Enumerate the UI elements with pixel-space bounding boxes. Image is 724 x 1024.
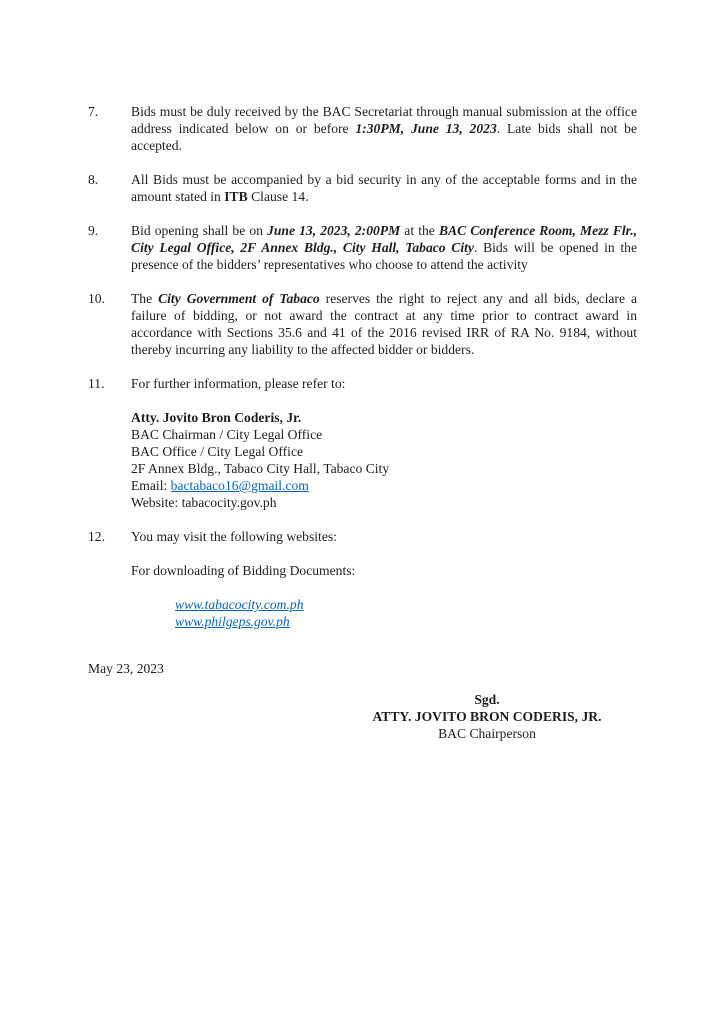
item-9-opening-datetime: June 13, 2023, 2:00PM (267, 223, 401, 238)
contact-office: BAC Office / City Legal Office (131, 444, 304, 459)
item-8-text-part-1: All Bids must be accompanied by a bid security in any of the acceptable forms and in the amount stated in (131, 172, 637, 204)
list-item-12 (88, 528, 637, 630)
item-9-text-part-1: Bid opening shall be on (131, 223, 268, 238)
item-7-number: 7. (88, 104, 99, 119)
item-8-text-part-2: Clause 14. (247, 189, 309, 204)
item-9-venue: BAC Conference Room, Mezz Flr., City Legal Office, 2F Annex Bldg., City Hall, Tabaco City (131, 223, 637, 255)
signature-sgd: Sgd. (474, 692, 500, 707)
item-11-paragraph (131, 375, 637, 511)
item-7-paragraph (131, 103, 637, 154)
website-link-row (175, 613, 637, 630)
item-12-subtext: For downloading of Bidding Documents: (131, 563, 356, 578)
signatory-title: BAC Chairperson (438, 726, 536, 741)
item-10-paragraph (131, 290, 637, 358)
item-8-paragraph (131, 171, 637, 205)
list-item-11 (88, 375, 637, 511)
signature-block (327, 691, 647, 742)
item-11-text: For further information, please refer to: (131, 376, 346, 391)
list-item-9 (88, 222, 637, 273)
item-10-number: 10. (88, 291, 105, 306)
item-9-text-part-3: . Bids will be opened in the presence of the bidders’ representatives who choose to attend the activity (131, 240, 637, 272)
philgeps-website-link[interactable]: www.philgeps.gov.ph (175, 614, 290, 629)
item-7-text-part-1: Bids must be duly received by the BAC Secretariat through manual submission at the office address indicated below on or before (131, 104, 637, 136)
item-9-paragraph (131, 222, 637, 273)
item-10-entity-name: City Government of Tabaco (158, 291, 320, 306)
list-item-10 (88, 290, 637, 358)
email-link[interactable]: bactabaco16@gmail.com (170, 478, 309, 493)
contact-website-value: tabacocity.gov.ph (181, 495, 277, 510)
website-links (175, 596, 637, 630)
contact-block (131, 409, 637, 511)
list-item-8 (88, 171, 637, 205)
contact-email-label: Email: (131, 478, 171, 493)
item-9-number: 9. (88, 223, 99, 238)
signatory-name: ATTY. JOVITO BRON CODERIS, JR. (372, 709, 602, 724)
item-12-number: 12. (88, 529, 105, 544)
contact-name: Atty. Jovito Bron Coderis, Jr. (131, 410, 302, 425)
website-link-row (175, 596, 637, 613)
item-12-paragraph (131, 528, 637, 630)
item-12-text: You may visit the following websites: (131, 529, 337, 544)
item-10-text-part-1: The (131, 291, 159, 306)
contact-website-line (131, 494, 637, 511)
item-10-text-part-2: reserves the right to reject any and all bids, declare a failure of bidding, or not award the contract at any time prior to contract award in accordance with Sections 35.6 and 41 of the 2016 revised IRR of RA No. 9184, without thereby incurring any liability to the affected bidder or bidders. (131, 291, 637, 357)
item-9-text-part-2: at the (400, 223, 439, 238)
item-7-text-part-2: . Late bids shall not be accepted. (131, 121, 637, 153)
item-8-number: 8. (88, 172, 99, 187)
document-date: May 23, 2023 (88, 661, 164, 676)
list-item-7 (88, 103, 637, 154)
item-8-itb-reference: ITB (224, 189, 248, 204)
contact-website-label: Website: (131, 495, 182, 510)
contact-address: 2F Annex Bldg., Tabaco City Hall, Tabaco City (131, 461, 390, 476)
contact-email-line (131, 477, 637, 494)
tabacocity-website-link[interactable]: www.tabacocity.com.ph (175, 597, 304, 612)
item-11-number: 11. (88, 376, 105, 391)
contact-position: BAC Chairman / City Legal Office (131, 427, 323, 442)
item-7-deadline: 1:30PM, June 13, 2023 (355, 121, 497, 136)
